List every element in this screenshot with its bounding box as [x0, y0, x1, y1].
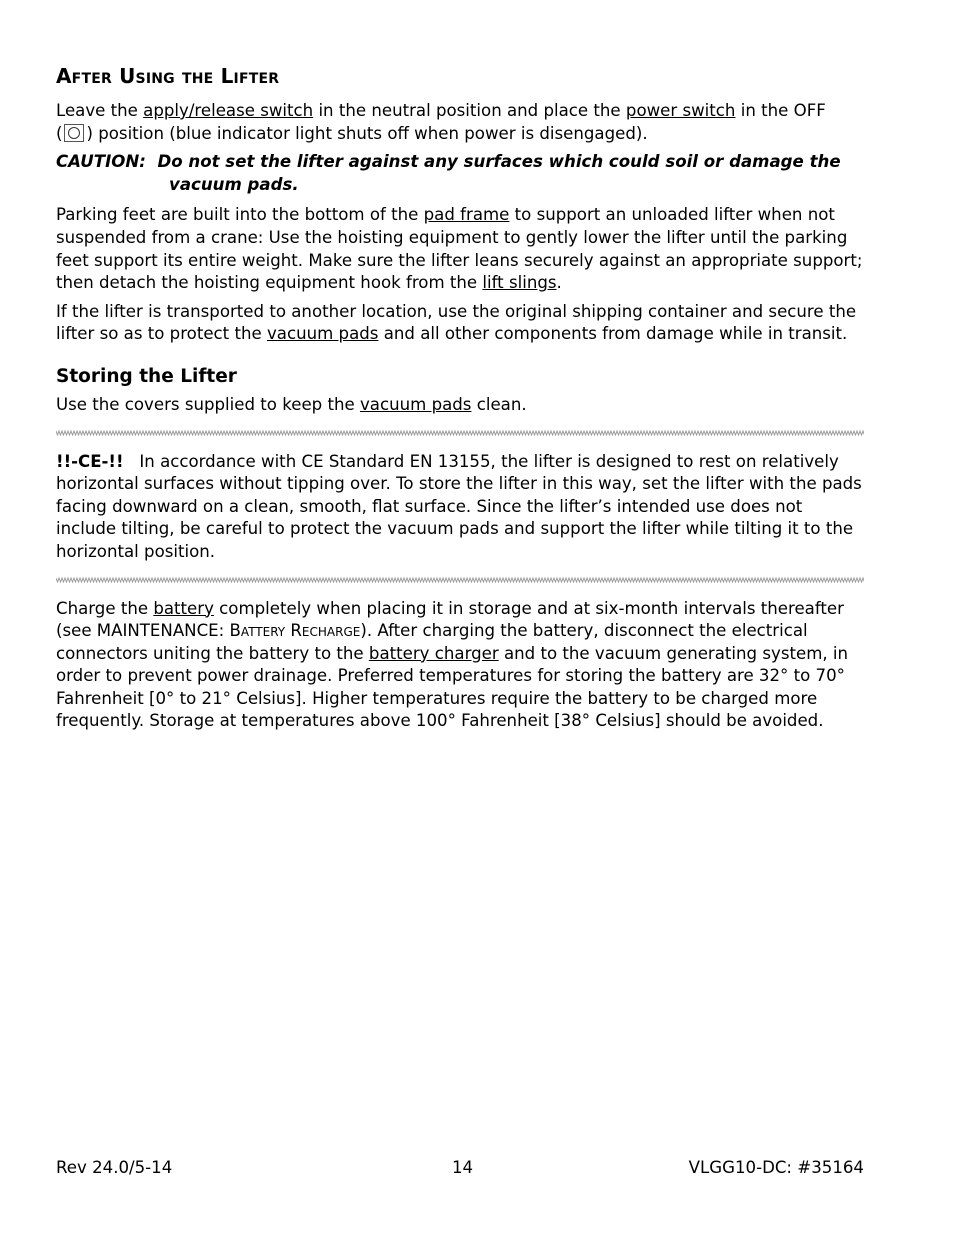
- pad-frame-link[interactable]: pad frame: [423, 205, 510, 225]
- neutral-position-paragraph: Leave the apply/release switch in the neutral position and place the power switch in the OFF ( ) position (blue indicator light shuts off when power is disengaged).: [56, 101, 826, 143]
- battery-paragraph: Charge the battery completely when placing it in storage and at six-month intervals thereafter (see MAINTENANCE: Battery Recharge). After charging the battery, disconnect the electrical connectors uniting the battery to the battery charger and to the vacuum generating system, in order to prevent power drainage. Preferred temperatures for storing the battery are 32° to 70° Fahrenheit [0° to 21° Celsius]. Higher temperatures require the battery to be charged more frequently. Storage at temperatures above 100° Fahrenheit [38° Celsius] should be avoided.: [56, 598, 849, 731]
- caution-text: Do not set the lifter against any surfaces which could soil or damage the vacuum pads.: [157, 152, 841, 194]
- power-off-circle-icon: [64, 124, 84, 142]
- parking-feet-paragraph: Parking feet are built into the bottom of the pad frame to support an unloaded lifter when not suspended from a crane: Use the hoisting equipment to gently lower the lifter until the parking feet support its entire weight. Make sure the lifter leans securely against an appropriate support; then detach the hoisting equipment hook from the lift slings.: [56, 205, 863, 293]
- battery-recharge-reference: Battery Recharge: [229, 621, 361, 641]
- lift-slings-link[interactable]: lift slings: [482, 273, 557, 293]
- ce-paragraph: !!-CE-!! In accordance with CE Standard EN 13155, the lifter is designed to rest on relatively horizontal surfaces without tipping over. To store the lifter in this way, set the lifter with the pads facing downward on a clean, smooth, flat surface. Since the lifter’s intended use does not include tilting, be careful to protect the vacuum pads and support the lifter while tilting it to the horizontal position.: [56, 451, 862, 561]
- caution-note: [56, 151, 866, 196]
- power-switch-link[interactable]: power switch: [625, 101, 736, 120]
- zigzag-divider-top: [56, 429, 864, 437]
- caution-label: CAUTION:: [56, 152, 146, 172]
- battery-link[interactable]: battery: [153, 598, 214, 618]
- battery-charger-link[interactable]: battery charger: [368, 643, 499, 663]
- section-title: After Using the Lifter: [56, 64, 280, 88]
- vacuum-pads-link-2[interactable]: vacuum pads: [359, 394, 472, 414]
- ce-mark: !!-CE-!!: [56, 451, 124, 471]
- footer-model: VLGG10-DC: #35164: [688, 1158, 864, 1177]
- footer-revision: Rev 24.0/5-14: [56, 1158, 173, 1177]
- apply-release-switch-link[interactable]: apply/release switch: [143, 101, 314, 120]
- transport-paragraph: If the lifter is transported to another location, use the original shipping container and secure the lifter so as to protect the vacuum pads and all other components from damage while in transit.: [56, 301, 857, 344]
- document-page: [56, 58, 866, 739]
- vacuum-pads-link[interactable]: vacuum pads: [266, 324, 379, 344]
- zigzag-divider-bottom: [56, 576, 864, 584]
- page-footer: [56, 1156, 864, 1180]
- footer-page-number: 14: [452, 1158, 474, 1177]
- storing-title: Storing the Lifter: [56, 365, 237, 387]
- covers-paragraph: Use the covers supplied to keep the vacuum pads clean.: [56, 394, 527, 414]
